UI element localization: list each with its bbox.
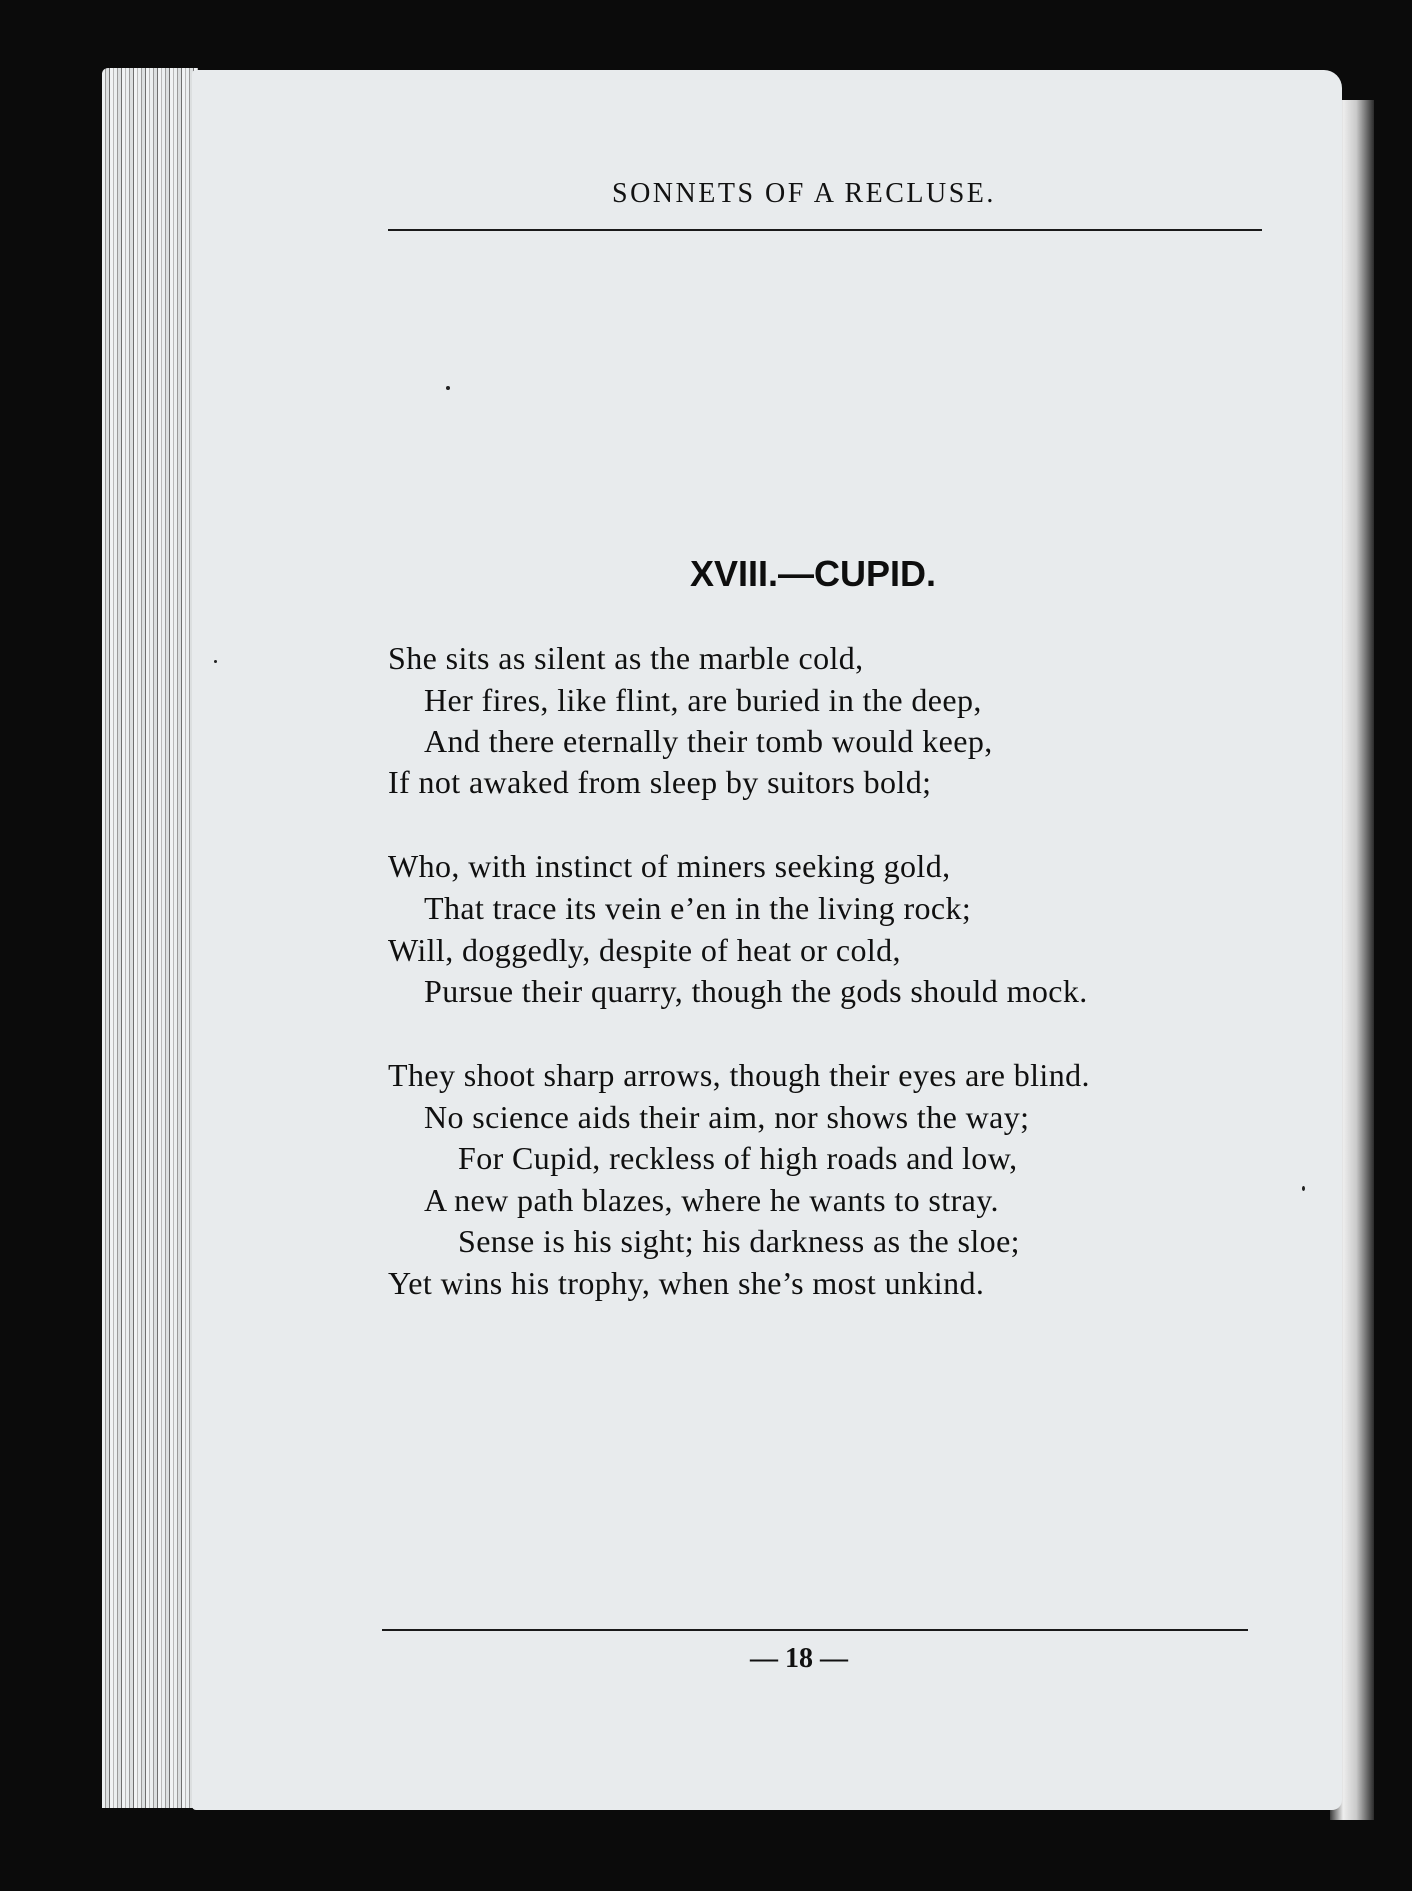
poem-line: If not awaked from sleep by suitors bold; (388, 764, 932, 800)
footer-rule (382, 1629, 1248, 1631)
poem-line: Pursue their quarry, though the gods should mock. (424, 973, 1088, 1009)
poem-line: They shoot sharp arrows, though their eyes are blind. (388, 1057, 1090, 1093)
dust-speck (1302, 1186, 1305, 1191)
dust-speck (214, 660, 217, 663)
poem-line: A new path blazes, where he wants to stray. (424, 1182, 999, 1218)
poem-line: Yet wins his trophy, when she’s most unkind. (388, 1265, 985, 1301)
poem-line: She sits as silent as the marble cold, (388, 640, 864, 676)
poem-line: For Cupid, reckless of high roads and low, (458, 1140, 1018, 1176)
poem-line: And there eternally their tomb would keep, (424, 723, 993, 759)
dust-speck (446, 386, 450, 390)
page-number: — 18 — (750, 1643, 848, 1674)
poem-line: No science aids their aim, nor shows the way; (424, 1099, 1030, 1135)
poem-title: XVIII.—CUPID. (690, 553, 937, 594)
running-head: SONNETS OF A RECLUSE. (612, 178, 996, 209)
poem-line: Who, with instinct of miners seeking gold, (388, 848, 951, 884)
poem-line: Her fires, like flint, are buried in the deep, (424, 682, 982, 718)
book-page-edges (102, 68, 198, 1808)
header-rule (388, 229, 1262, 231)
poem-line: That trace its vein e’en in the living rock; (424, 890, 972, 926)
poem-line: Sense is his sight; his darkness as the sloe; (458, 1223, 1020, 1259)
poem-line: Will, doggedly, despite of heat or cold, (388, 932, 901, 968)
